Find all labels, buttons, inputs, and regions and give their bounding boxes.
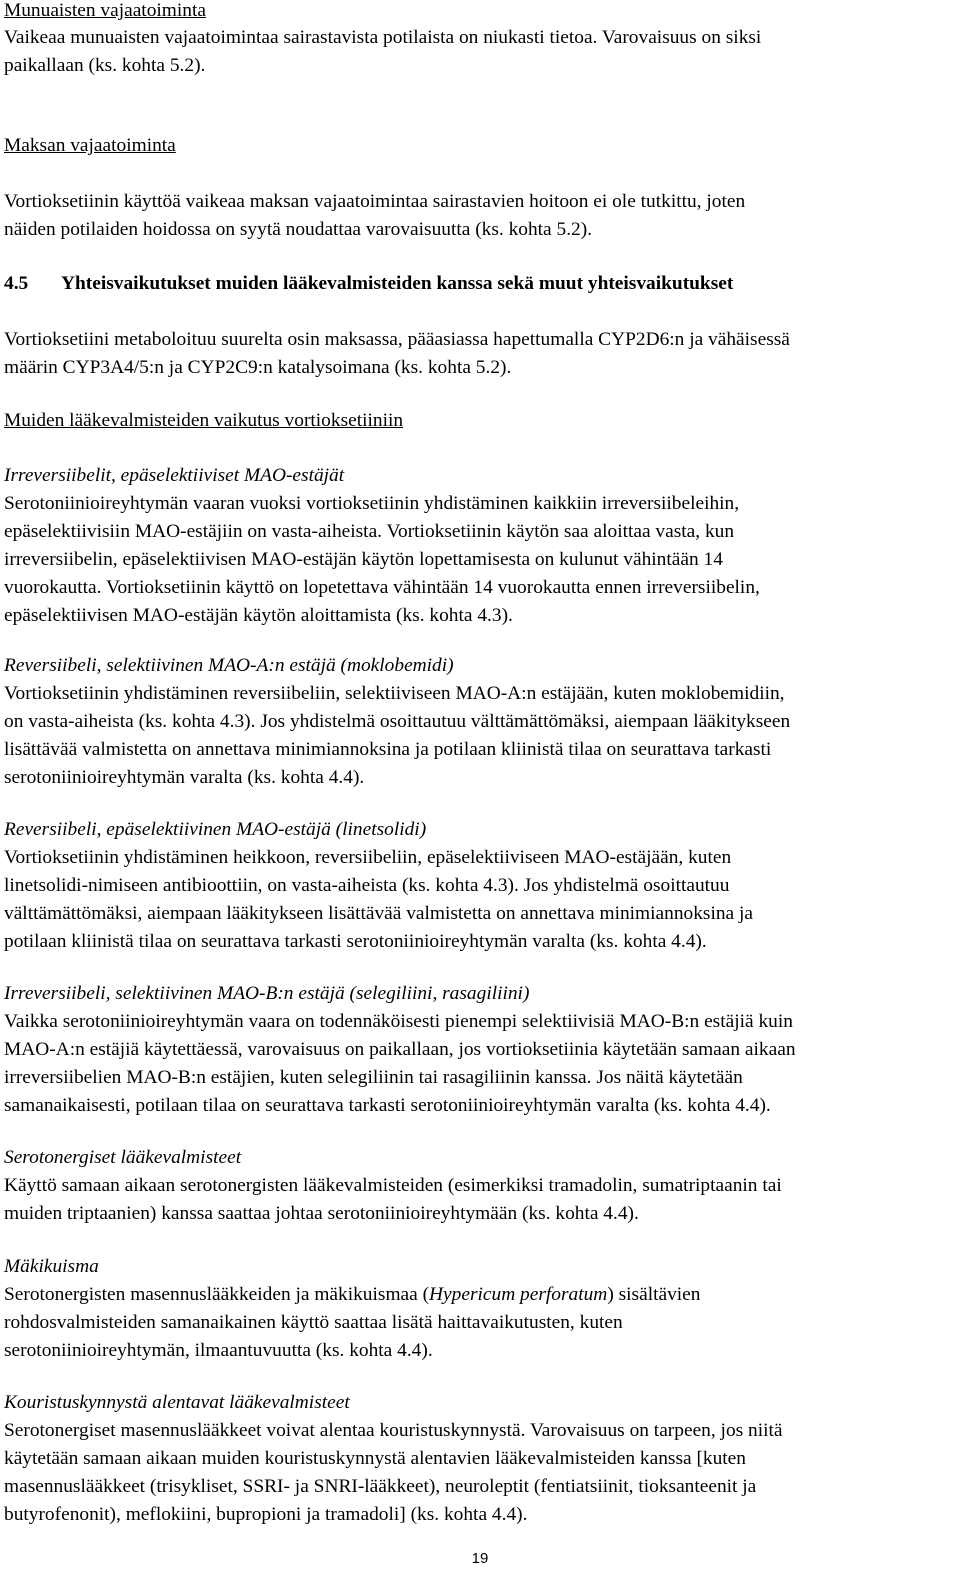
sub-seizure (4, 1389, 944, 1529)
latin-name: Hypericum perforatum (429, 1284, 608, 1305)
body-line: määrin CYP3A4/5:n ja CYP2C9:n katalysoimana (ks. kohta 5.2). (4, 357, 512, 378)
body-line: epäselektiivisen MAO-estäjän käytön aloittamista (ks. kohta 4.3). (4, 605, 513, 626)
sub-serotonergic (4, 1144, 944, 1228)
body-line: Vortioksetiinin yhdistäminen heikkoon, reversiibeliin, epäselektiiviseen MAO-estäjään, kuten (4, 847, 732, 868)
section-renal-body (4, 24, 944, 80)
sub-moclobemide (4, 652, 944, 792)
body-line (4, 1281, 944, 1309)
section-4-5-heading (4, 270, 944, 298)
body-line: MAO-A:n estäjiä käytettäessä, varovaisuus on paikallaan, jos vortioksetiinia käytetään samaan aikaan (4, 1039, 796, 1060)
body-line: Serotoniinioireyhtymän vaaran vuoksi vortioksetiinin yhdistäminen kaikkiin irreversiibeleihin, (4, 493, 740, 514)
body-line: rohdosvalmisteiden samanaikainen käyttö saattaa lisätä haittavaikutusten, kuten (4, 1312, 623, 1333)
body-line: välttämättömäksi, aiempaan lääkitykseen lisättävää valmistetta on annettava minimiannoksina ja (4, 903, 753, 924)
body-line: irreversiibelien MAO-B:n estäjien, kuten selegiliinin tai rasagiliinin kanssa. Jos näitä käytetään (4, 1067, 743, 1088)
subsection-title: Irreversiibeli, selektiivinen MAO-B:n estäjä (selegiliini, rasagiliini) (4, 983, 530, 1004)
body-line: Käyttö samaan aikaan serotonergisten lääkevalmisteiden (esimerkiksi tramadolin, sumatriptaanin tai (4, 1175, 782, 1196)
body-line: masennuslääkkeet (trisykliset, SSRI- ja SNRI-lääkkeet), neuroleptit (fentiatsiinit, tioksanteenit ja (4, 1476, 757, 1497)
body-line: serotoniinioireyhtymän varalta (ks. kohta 4.4). (4, 767, 365, 788)
body-line: epäselektiivisiin MAO-estäjiin on vasta-aiheista. Vortioksetiinin käytön saa aloittaa vasta, kun (4, 521, 735, 542)
body-line: muiden triptaanien) kanssa saattaa johtaa serotoniinioireyhtymään (ks. kohta 4.4). (4, 1203, 639, 1224)
sub-maob (4, 980, 944, 1120)
subsection-title: Irreversiibelit, epäselektiiviset MAO-estäjät (4, 465, 345, 486)
body-text: Serotonergisten masennuslääkkeiden ja mäkikuismaa ( (4, 1284, 430, 1305)
section-hepatic-body (4, 188, 944, 244)
sub-st-johns (4, 1253, 944, 1365)
body-line: lisättävää valmistetta on annettava minimiannoksina ja potilaan kliinistä tilaa on seurattava tarkasti (4, 739, 772, 760)
body-line: näiden potilaiden hoidossa on syytä noudattaa varovaisuutta (ks. kohta 5.2). (4, 219, 593, 240)
section-number: 4.5 (4, 273, 29, 294)
body-line: käytetään samaan aikaan muiden kouristuskynnystä alentavien lääkevalmisteiden kanssa [kuten (4, 1448, 746, 1469)
body-line: Vaikeaa munuaisten vajaatoimintaa sairastavista potilaista on niukasti tietoa. Varovaisuus on siksi (4, 27, 762, 48)
body-line: Serotonergiset masennuslääkkeet voivat alentaa kouristuskynnystä. Varovaisuus on tarpeen, jos niitä (4, 1420, 783, 1441)
body-text: ) sisältävien (607, 1284, 701, 1305)
subsection-title: Serotonergiset lääkevalmisteet (4, 1147, 242, 1168)
body-line: on vasta-aiheista (ks. kohta 4.3). Jos yhdistelmä osoittautuu välttämättömäksi, aiempaan lääkitykseen (4, 711, 791, 732)
page-number: 19 (471, 1550, 489, 1567)
body-line: Vaikka serotoniinioireyhtymän vaara on todennäköisesti pienempi selektiivisiä MAO-B:n estäjiä kuin (4, 1011, 793, 1032)
body-line: vuorokautta. Vortioksetiinin käyttö on lopetettava vähintään 14 vuorokautta ennen irreversiibelin, (4, 577, 760, 598)
body-line: potilaan kliinistä tilaa on seurattava tarkasti serotoniinioireyhtymän varalta (ks. kohta 4.4). (4, 931, 707, 952)
subsection-title: Reversiibeli, epäselektiivinen MAO-estäjä (linetsolidi) (4, 819, 427, 840)
sub-irreversible-maoi (4, 462, 944, 630)
subsection-title: Kouristuskynnystä alentavat lääkevalmisteet (4, 1392, 350, 1413)
section-other-drugs (4, 407, 944, 435)
section-4-5-body (4, 326, 944, 382)
section-heading-text: Yhteisvaikutukset muiden lääkevalmisteiden kanssa sekä muut yhteisvaikutukset (61, 273, 734, 294)
section-title: Munuaisten vajaatoiminta (4, 0, 206, 21)
subsection-title: Reversiibeli, selektiivinen MAO-A:n estäjä (moklobemidi) (4, 655, 454, 676)
section-hepatic (4, 132, 944, 160)
subsection-title: Mäkikuisma (4, 1256, 99, 1277)
body-line: linetsolidi-nimiseen antibioottiin, on vasta-aiheista (ks. kohta 4.3). Jos yhdistelmä osoittautuu (4, 875, 730, 896)
body-line: Vortioksetiini metaboloituu suurelta osin maksassa, pääasiassa hapettumalla CYP2D6:n ja vähäisessä (4, 329, 790, 350)
section-renal (4, 0, 944, 25)
body-line: serotoniinioireyhtymän, ilmaantuvuutta (ks. kohta 4.4). (4, 1340, 433, 1361)
sub-linezolid (4, 816, 944, 956)
section-heading (4, 270, 944, 298)
body-line: butyrofenonit), meflokiini, bupropioni ja tramadoli] (ks. kohta 4.4). (4, 1504, 528, 1525)
section-title: Maksan vajaatoiminta (4, 135, 176, 156)
section-title: Muiden lääkevalmisteiden vaikutus vortioksetiiniin (4, 410, 404, 431)
body-line: samanaikaisesti, potilaan tilaa on seurattava tarkasti serotoniinioireyhtymän varalta (ks. kohta 4.4). (4, 1095, 771, 1116)
body-line: Vortioksetiinin käyttöä vaikeaa maksan vajaatoimintaa sairastavien hoitoon ei ole tutkittu, joten (4, 191, 746, 212)
body-line: irreversiibelin, epäselektiivisen MAO-estäjän käytön lopettamisesta on kulunut vähintään 14 (4, 549, 723, 570)
body-line: Vortioksetiinin yhdistäminen reversiibeliin, selektiiviseen MAO-A:n estäjään, kuten moklobemidiin, (4, 683, 785, 704)
body-line: paikallaan (ks. kohta 5.2). (4, 55, 206, 76)
